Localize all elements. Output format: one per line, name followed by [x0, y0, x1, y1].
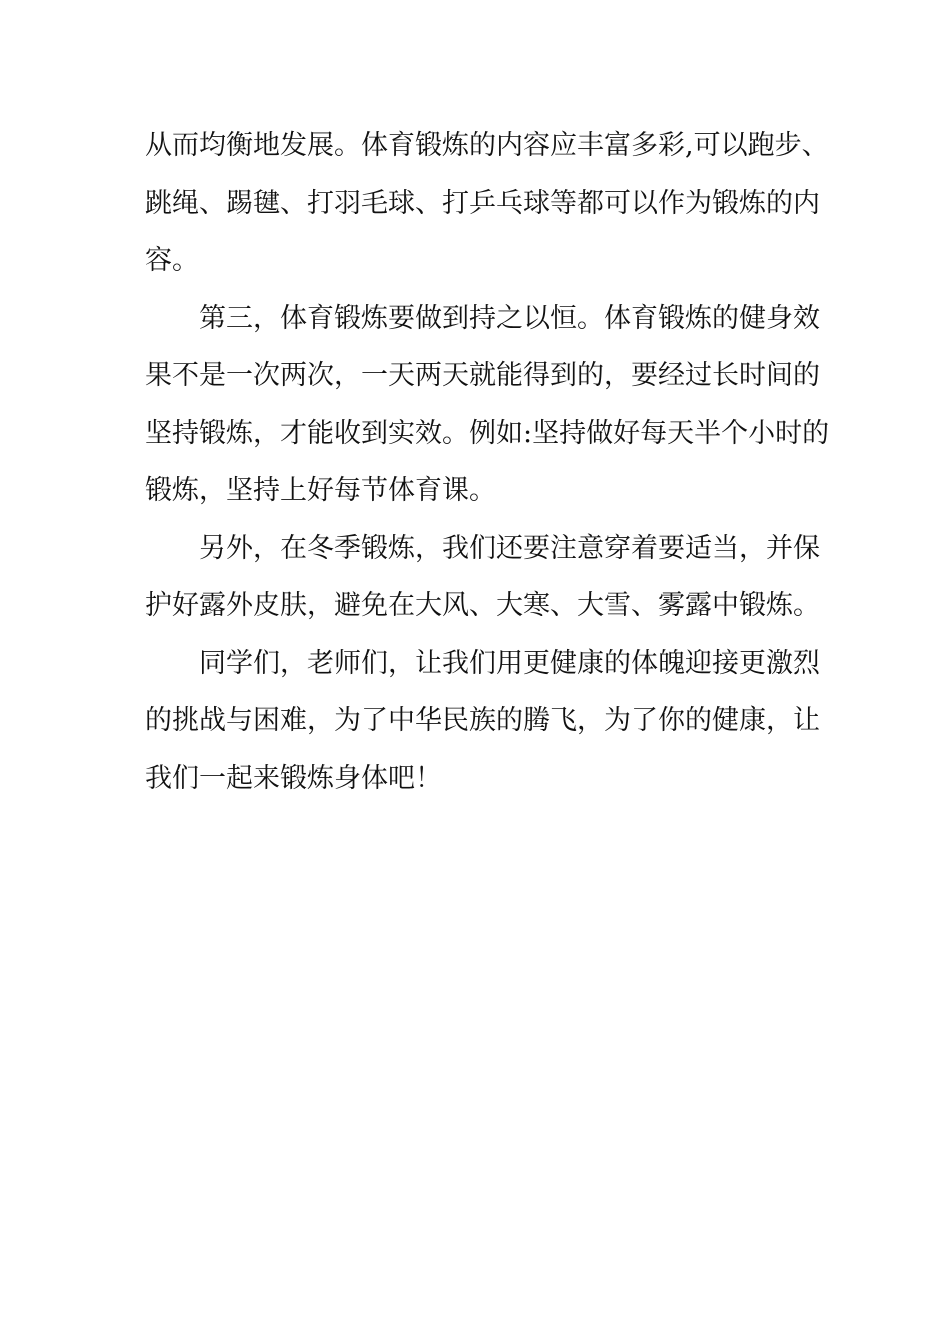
paragraph-2	[145, 290, 830, 520]
text-line: 我们一起来锻炼身体吧！	[145, 762, 442, 794]
paragraph-4	[145, 635, 820, 808]
document-body	[145, 117, 830, 807]
text-line: 果不是一次两次，一天两天就能得到的，要经过长时间的	[145, 360, 820, 391]
text-line: 容。	[145, 245, 199, 276]
text-line: 锻炼，坚持上好每节体育课。	[145, 475, 496, 506]
text-line: 同学们，老师们，让我们用更健康的体魄迎接更激烈	[199, 647, 820, 679]
text-line: 坚持锻炼，才能收到实效。例如:坚持做好每天半个小时的	[145, 417, 830, 449]
text-line: 另外，在冬季锻炼，我们还要注意穿着要适当，并保	[199, 532, 820, 564]
paragraph-3	[145, 520, 820, 635]
paragraph-1	[145, 117, 829, 290]
text-line: 跳绳、踢毽、打羽毛球、打乒乓球等都可以作为锻炼的内	[145, 187, 820, 219]
text-line: 护好露外皮肤，避免在大风、大寒、大雪、雾露中锻炼。	[145, 590, 820, 621]
text-line: 第三，体育锻炼要做到持之以恒。体育锻炼的健身效	[199, 302, 820, 334]
text-line: 从而均衡地发展。体育锻炼的内容应丰富多彩,可以跑步、	[145, 130, 829, 161]
text-line: 的挑战与困难，为了中华民族的腾飞，为了你的健康，让	[145, 705, 820, 736]
